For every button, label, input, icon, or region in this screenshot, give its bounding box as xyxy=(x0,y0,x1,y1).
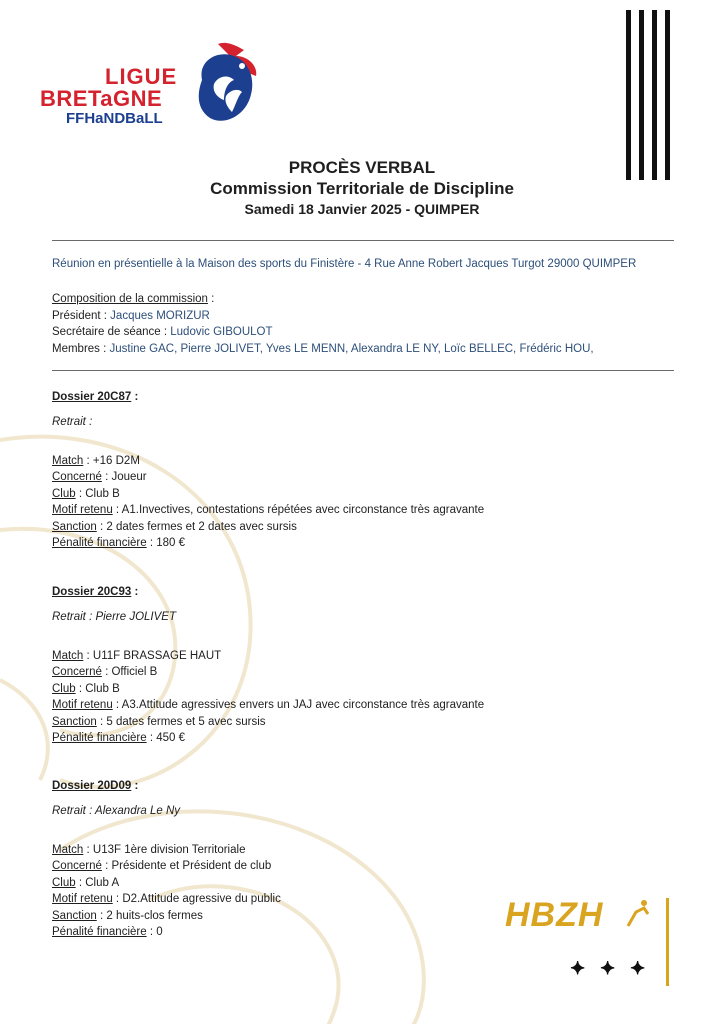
dossier-heading: Dossier 20C93 xyxy=(52,586,132,598)
logo-ligue-text: LIGUE xyxy=(105,64,178,89)
dossier-retrait: Retrait : xyxy=(52,415,93,428)
hbzh-logo-text: HBZH xyxy=(505,896,604,934)
dossier-retrait: Retrait : Alexandra Le Ny xyxy=(52,804,181,817)
composition-heading: Composition de la commission : xyxy=(52,293,215,305)
dossier-details: Match : U13F 1ère division Territoriale Concerné : Présidente et Président de club Club : Club A Motif retenu : D2.Attitude agressive du public Sanction : 2 huits-clos fermes Pénalité financière : 0 xyxy=(52,843,281,938)
dossier-details: Match : U11F BRASSAGE HAUT Concerné : Officiel B Club : Club B Motif retenu : A3.Attitude agressives envers un JAJ avec circonstance très agravante Sanction : 5 dates fermes et 5 avec sursis Pénalité financière : 450 € xyxy=(52,649,485,744)
logo-ffhandball-text: FFHaNDBaLL xyxy=(66,110,163,127)
secretary-line: Secrétaire de séance : Ludovic GIBOULOT xyxy=(52,326,273,338)
divider-middle xyxy=(52,370,674,371)
composition-block xyxy=(52,291,594,357)
hermine-icon: ⯌ xyxy=(570,957,586,979)
decorative-stripes-icon xyxy=(626,10,672,180)
document-header xyxy=(0,158,724,219)
document-subtitle: Commission Territoriale de Discipline xyxy=(210,179,514,198)
dossier-block: Dossier 20C87 : Retrait : Match : +16 D2M Concerné : Joueur Club : Club B Motif retenu : A1.Invectives, contestations répétées avec circonstance très agravante Sanction : 2 dates fermes et 2 dates avec sursis Pénalité financière : 180 € xyxy=(52,389,484,552)
rooster-logo-icon xyxy=(188,40,260,130)
hermine-icon: ⯌ xyxy=(600,957,616,979)
dossier-heading: Dossier 20D09 xyxy=(52,780,132,792)
divider-top xyxy=(52,240,674,241)
document-title: PROCÈS VERBAL xyxy=(288,158,436,177)
members-line: Membres : Justine GAC, Pierre JOLIVET, Yves LE MENN, Alexandra LE NY, Loïc BELLEC, Frédéric HOU, xyxy=(52,342,594,355)
dossier-retrait: Retrait : Pierre JOLIVET xyxy=(52,610,176,623)
venue-line: Réunion en présentielle à la Maison des sports du Finistère - 4 Rue Anne Robert Jacques Turgot 29000 QUIMPER xyxy=(52,258,637,270)
dossier-block: Dossier 20D09 : Retrait : Alexandra Le Ny Match : U13F 1ère division Territoriale Concerné : Présidente et Président de club Club : Club A Motif retenu : D2.Attitude agressive du public Sanction : 2 huits-clos fermes Pénalité financière : 0 xyxy=(52,778,281,941)
hermine-icon: ⯌ xyxy=(630,957,646,979)
dossier-details: Match : +16 D2M Concerné : Joueur Club : Club B Motif retenu : A1.Invectives, contestations répétées avec circonstance très agravante Sanction : 2 dates fermes et 2 dates avec sursis Pénalité financière : 180 € xyxy=(52,454,485,549)
logo-bretagne-text: BRETaGNE xyxy=(40,86,163,111)
dossier-heading: Dossier 20C87 xyxy=(52,391,132,403)
document-date: Samedi 18 Janvier 2025 - QUIMPER xyxy=(244,201,480,217)
dossier-block: Dossier 20C93 : Retrait : Pierre JOLIVET Match : U11F BRASSAGE HAUT Concerné : Officiel B Club : Club B Motif retenu : A3.Attitude agressives envers un JAJ avec circonstance très agravante Sanction : 5 dates fermes et 5 avec sursis Pénalité financière : 450 € xyxy=(52,584,484,747)
hbzh-vertical-bar xyxy=(666,898,669,986)
handball-player-icon xyxy=(624,898,652,928)
president-line: Président : Jacques MORIZUR xyxy=(52,309,210,322)
